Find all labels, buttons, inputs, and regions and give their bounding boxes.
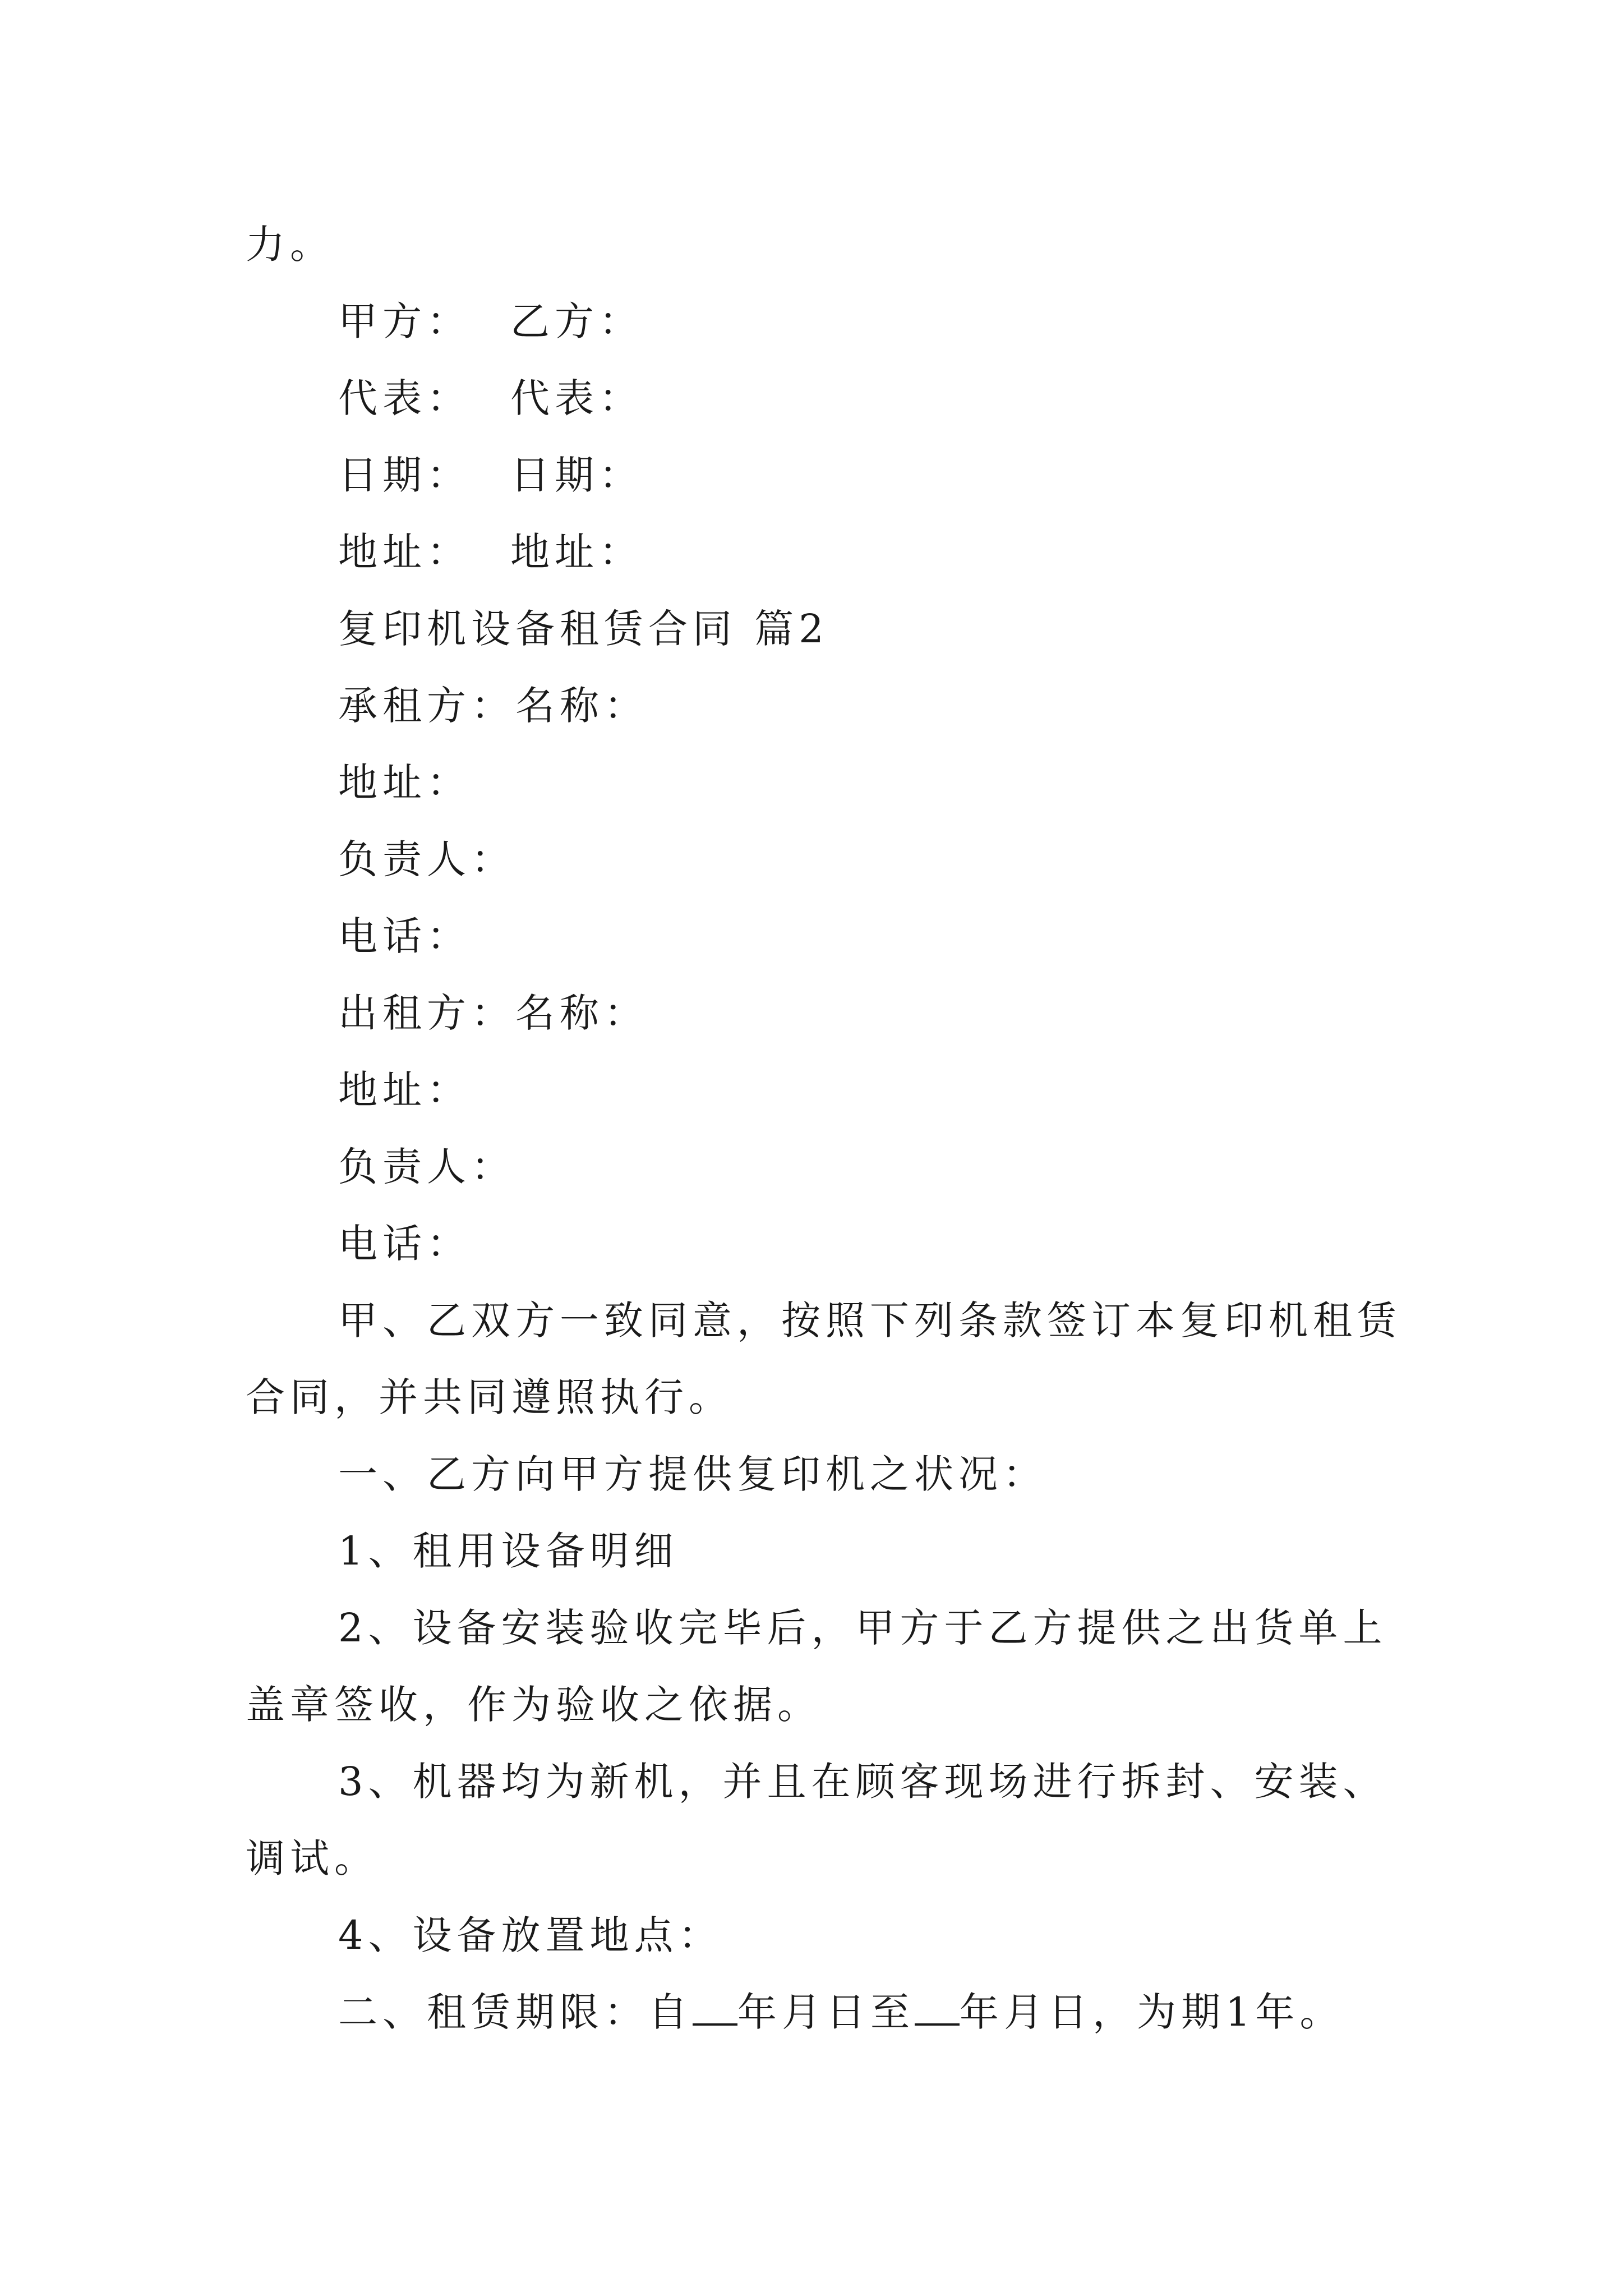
address-b-label: 地址：: [510, 529, 643, 575]
agreement-paragraph-line1: 甲、乙双方一致同意，按照下列条款签订本复印机租赁: [338, 1297, 1401, 1343]
clause-one-item-3-line2: 调试。: [246, 1835, 379, 1881]
address-line: [246, 514, 1395, 591]
lessor-address-line: 地址：: [338, 1067, 471, 1113]
clause-one-item-1: 1、租用设备明细: [338, 1528, 679, 1574]
representative-b-label: 代表：: [510, 375, 643, 421]
date-line: [246, 437, 1395, 514]
date-b-label: 日期：: [510, 452, 643, 498]
party-a-b-line: [246, 283, 1395, 360]
lessee-phone-line: 电话：: [338, 913, 471, 959]
blank-field: [693, 1992, 737, 2026]
party-b-label: 乙方：: [510, 298, 643, 344]
representative-a-label: 代表：: [338, 375, 471, 421]
agreement-paragraph-line2: 合同，并共同遵照执行。: [246, 1374, 733, 1420]
clause-one-item-3-line1: 3、机器均为新机，并且在顾客现场进行拆封、安装、: [338, 1759, 1387, 1805]
contract-body: [246, 206, 1401, 2051]
section-title: 复印机设备租赁合同 篇2: [338, 606, 829, 652]
lessor-phone-line: 电话：: [338, 1221, 471, 1267]
lessor-name-line: 出租方：名称：: [338, 990, 648, 1036]
lessor-contact-line: 负责人：: [338, 1144, 515, 1190]
lease-term-suffix: 年月日，为期1年。: [960, 1989, 1344, 2035]
date-a-label: 日期：: [338, 452, 471, 498]
lessee-address-line: 地址：: [338, 760, 471, 806]
lessee-name-line: 承租方：名称：: [338, 683, 648, 729]
clause-two-lease-term: [246, 1974, 1395, 2051]
lease-term-middle: 年月日至: [737, 1989, 915, 2035]
text-line: 力。: [246, 222, 334, 268]
lease-term-prefix: 二、租赁期限：自: [338, 1989, 693, 2035]
representative-line: [246, 360, 1395, 437]
blank-field: [915, 1992, 960, 2026]
clause-one-item-2-line1: 2、设备安装验收完毕后，甲方于乙方提供之出货单上: [338, 1605, 1387, 1651]
clause-one-item-4: 4、设备放置地点：: [338, 1912, 723, 1958]
lessee-contact-line: 负责人：: [338, 836, 515, 882]
clause-one-heading: 一、乙方向甲方提供复印机之状况：: [338, 1451, 1047, 1497]
clause-one-item-2-line2: 盖章签收，作为验收之依据。: [246, 1682, 822, 1728]
party-a-label: 甲方：: [338, 298, 471, 344]
address-a-label: 地址：: [338, 529, 471, 575]
